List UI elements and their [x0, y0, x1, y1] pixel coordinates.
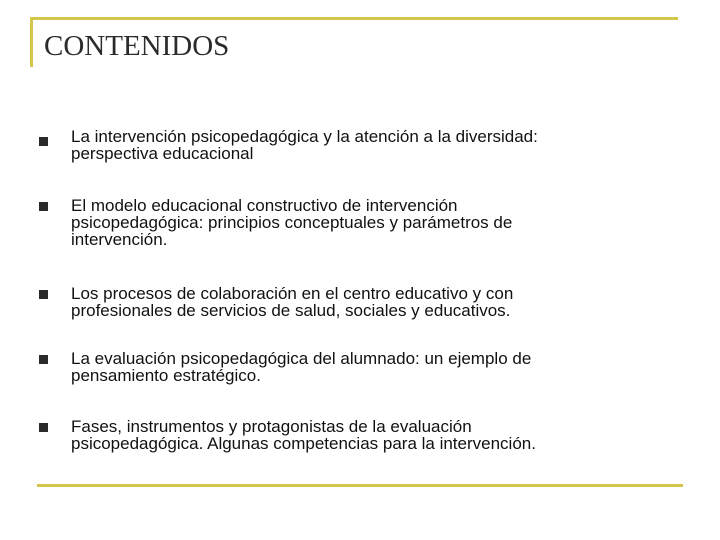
bottom-rule-line — [37, 484, 683, 487]
list-item-line: perspectiva educacional — [71, 144, 254, 163]
slide-title: CONTENIDOS — [44, 30, 230, 62]
list-item-text — [71, 350, 671, 384]
list-item-line: El modelo educacional constructivo de intervención — [71, 196, 458, 215]
list-item-line: psicopedagógica: principios conceptuales y parámetros de — [71, 213, 513, 232]
list-item-line: profesionales de servicios de salud, sociales y educativos. — [71, 301, 511, 320]
list-item-line: Los procesos de colaboración en el centro educativo y con — [71, 284, 514, 303]
list-item-text — [71, 418, 671, 452]
list-item-text — [71, 197, 671, 248]
list-item-line: psicopedagógica. Algunas competencias para la intervención. — [71, 434, 536, 453]
list-item-line: intervención. — [71, 230, 168, 249]
square-bullet-icon — [39, 202, 48, 211]
title-frame-left-line — [30, 17, 33, 67]
list-item-text — [71, 128, 671, 162]
square-bullet-icon — [39, 423, 48, 432]
list-item-line: Fases, instrumentos y protagonistas de la evaluación — [71, 417, 472, 436]
list-item-line: La evaluación psicopedagógica del alumnado: un ejemplo de — [71, 349, 532, 368]
title-frame-top-line — [30, 17, 678, 20]
square-bullet-icon — [39, 290, 48, 299]
square-bullet-icon — [39, 355, 48, 364]
list-item-text — [71, 285, 671, 319]
square-bullet-icon — [39, 137, 48, 146]
list-item-line: La intervención psicopedagógica y la atención a la diversidad: — [71, 127, 538, 146]
list-item-line: pensamiento estratégico. — [71, 366, 261, 385]
